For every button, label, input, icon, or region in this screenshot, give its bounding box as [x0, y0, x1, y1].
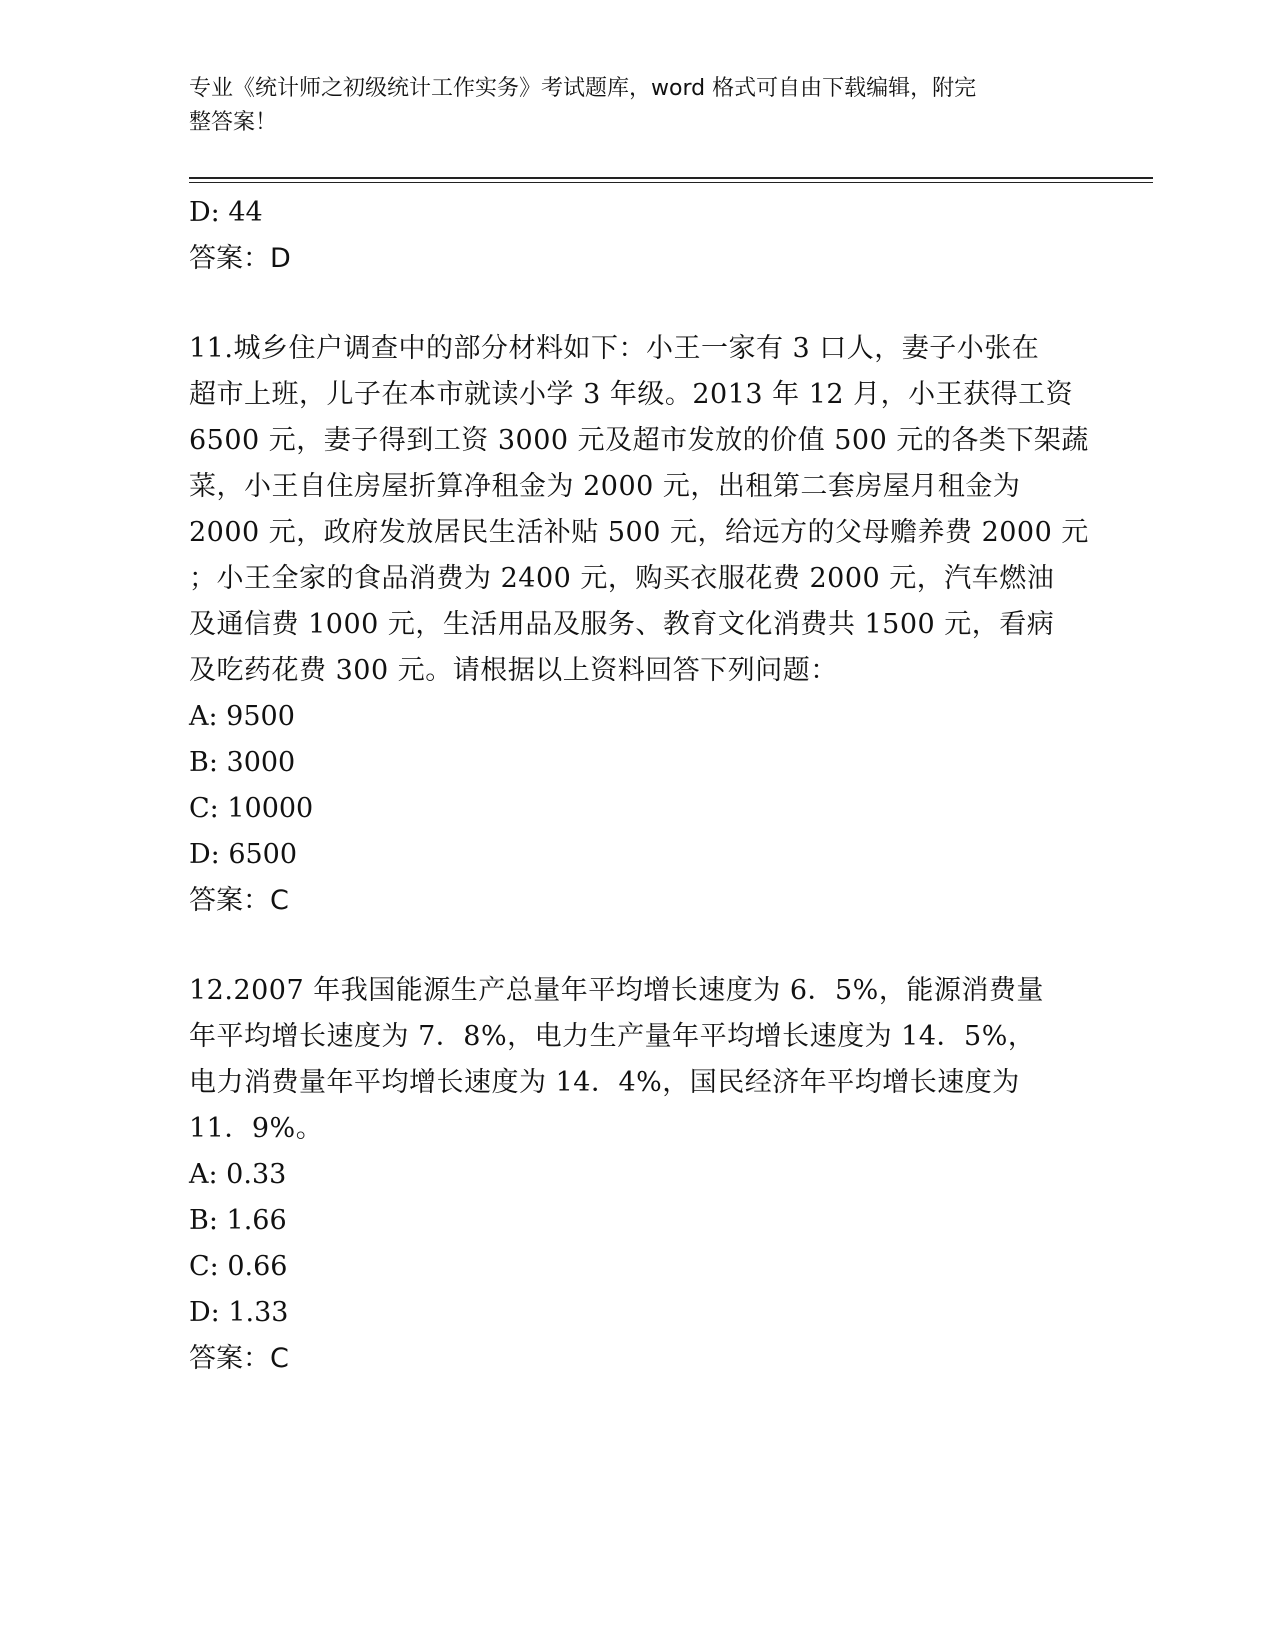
prev-answer: 答案：D [189, 243, 291, 274]
header-divider-thin [189, 182, 1153, 183]
option-c: C: 0.66 [189, 1251, 288, 1282]
option-d: D: 6500 [189, 839, 298, 870]
option-b: B: 1.66 [189, 1205, 287, 1236]
header-line-2: 整答案！ [189, 110, 278, 135]
question-line: 12.2007 年我国能源生产总量年平均增长速度为 6．5%，能源消费量 [189, 975, 1044, 1006]
option-b: B: 3000 [189, 747, 296, 778]
question-line: 菜，小王自住房屋折算净租金为 2000 元，出租第二套房屋月租金为 [189, 471, 1021, 502]
spacer [189, 924, 1089, 968]
option-a: A: 9500 [189, 701, 295, 732]
answer-line: 答案：C [189, 1343, 289, 1374]
question-line: 11．9%。 [189, 1113, 324, 1144]
prev-option-d: D: 44 [189, 197, 263, 228]
option-c: C: 10000 [189, 793, 314, 824]
question-line: 及通信费 1000 元，生活用品及服务、教育文化消费共 1500 元，看病 [189, 609, 1055, 640]
question-line: 11.城乡住户调查中的部分材料如下：小王一家有 3 口人，妻子小张在 [189, 333, 1040, 364]
document-body [189, 190, 1089, 1382]
question-12 [189, 968, 1089, 1382]
answer-line: 答案：C [189, 885, 289, 916]
question-12-text [189, 968, 1089, 1152]
question-line: 年平均增长速度为 7．8%，电力生产量年平均增长速度为 14．5%， [189, 1021, 1036, 1052]
question-line: 超市上班，儿子在本市就读小学 3 年级。2013 年 12 月，小王获得工资 [189, 379, 1074, 410]
question-11 [189, 326, 1089, 924]
question-line: ；小王全家的食品消费为 2400 元，购买衣服花费 2000 元，汽车燃油 [189, 563, 1055, 594]
spacer [189, 282, 1089, 326]
question-line: 电力消费量年平均增长速度为 14．4%，国民经济年平均增长速度为 [189, 1067, 1020, 1098]
option-a: A: 0.33 [189, 1159, 287, 1190]
option-d: D: 1.33 [189, 1297, 289, 1328]
question-line: 6500 元，妻子得到工资 3000 元及超市发放的价值 500 元的各类下架蔬 [189, 425, 1089, 456]
header-divider-thick [189, 177, 1153, 179]
question-11-text [189, 326, 1089, 694]
question-line: 及吃药花费 300 元。请根据以上资料回答下列问题： [189, 655, 838, 686]
question-line: 2000 元，政府发放居民生活补贴 500 元，给远方的父母赡养费 2000 元 [189, 517, 1089, 548]
header-line-1: 专业《统计师之初级统计工作实务》考试题库，word 格式可自由下载编辑，附完 [189, 76, 977, 101]
document-header [189, 72, 1069, 140]
